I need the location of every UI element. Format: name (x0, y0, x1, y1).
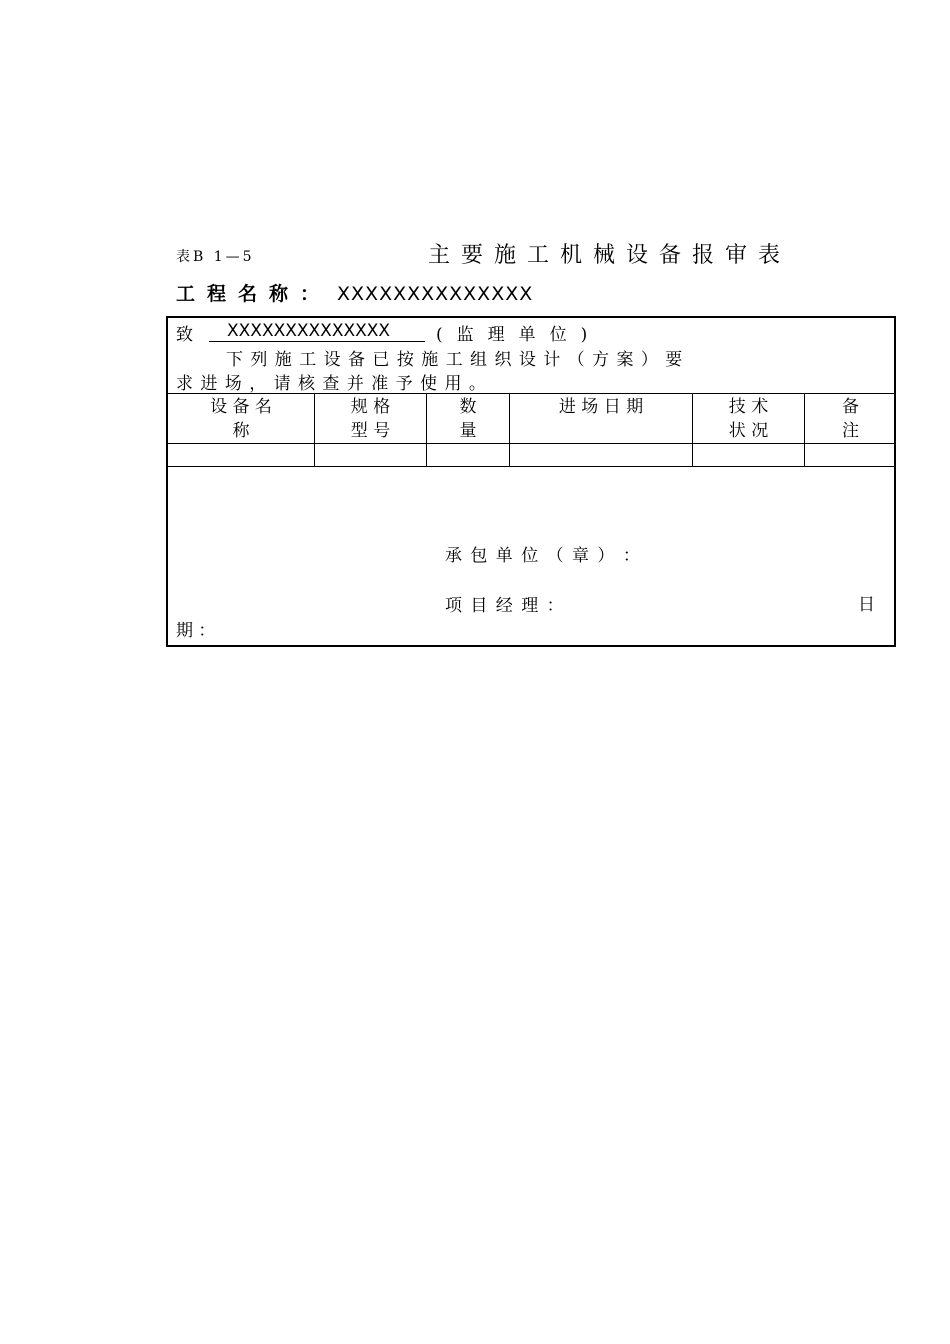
column-header-line: 称 (232, 421, 250, 441)
column-header-line: 技 术 (728, 397, 769, 417)
column-header-line: 注 (842, 421, 859, 441)
column-header-equipment-name (168, 395, 314, 443)
column-header-tech-status (693, 395, 804, 443)
column-header-line: 状 况 (728, 421, 769, 441)
date-label-first-char: 日 (858, 595, 875, 615)
request-line-1: 下 列 施 工 设 备 已 按 施 工 组 织 设 计 （ 方 案 ） 要 (226, 350, 683, 370)
column-header-line: 进 场 日 期 (558, 397, 644, 417)
form-code: 表B 1—5 (176, 249, 255, 265)
date-label-second-char: 期 ： (176, 621, 216, 641)
column-header-quantity (427, 395, 509, 443)
column-header-line: 设 备 名 (210, 397, 272, 417)
project-name-row (176, 279, 533, 306)
approval-form (166, 316, 896, 647)
request-line-2: 求 进 场 ， 请 核 查 并 准 予 使 用 。 (176, 374, 486, 394)
divider-columns (168, 443, 894, 444)
project-manager-label: 项 目 经 理 ： (445, 596, 564, 616)
column-header-line: 规 格 (350, 397, 391, 417)
column-header-line: 型 号 (350, 421, 391, 441)
divider-row (168, 466, 894, 467)
contractor-seal-label: 承 包 单 位 （ 章 ） ： (445, 546, 640, 566)
column-header-entry-date (510, 395, 692, 419)
form-title: 主要施工机械设备报审表 (428, 243, 792, 268)
column-header-remarks (805, 395, 896, 443)
to-label: 致 (176, 325, 193, 345)
project-name-label: 工程名称： (176, 283, 332, 305)
column-header-line: 备 (842, 397, 859, 417)
column-header-line: 数 (459, 397, 477, 417)
supervisor-suffix: (监理单位) (436, 325, 602, 345)
project-name-value: XXXXXXXXXXXXXX (337, 283, 534, 305)
supervisor-name: XXXXXXXXXXXXXX (209, 321, 425, 342)
column-header-line: 量 (459, 421, 477, 441)
column-header-spec-model (315, 395, 426, 443)
